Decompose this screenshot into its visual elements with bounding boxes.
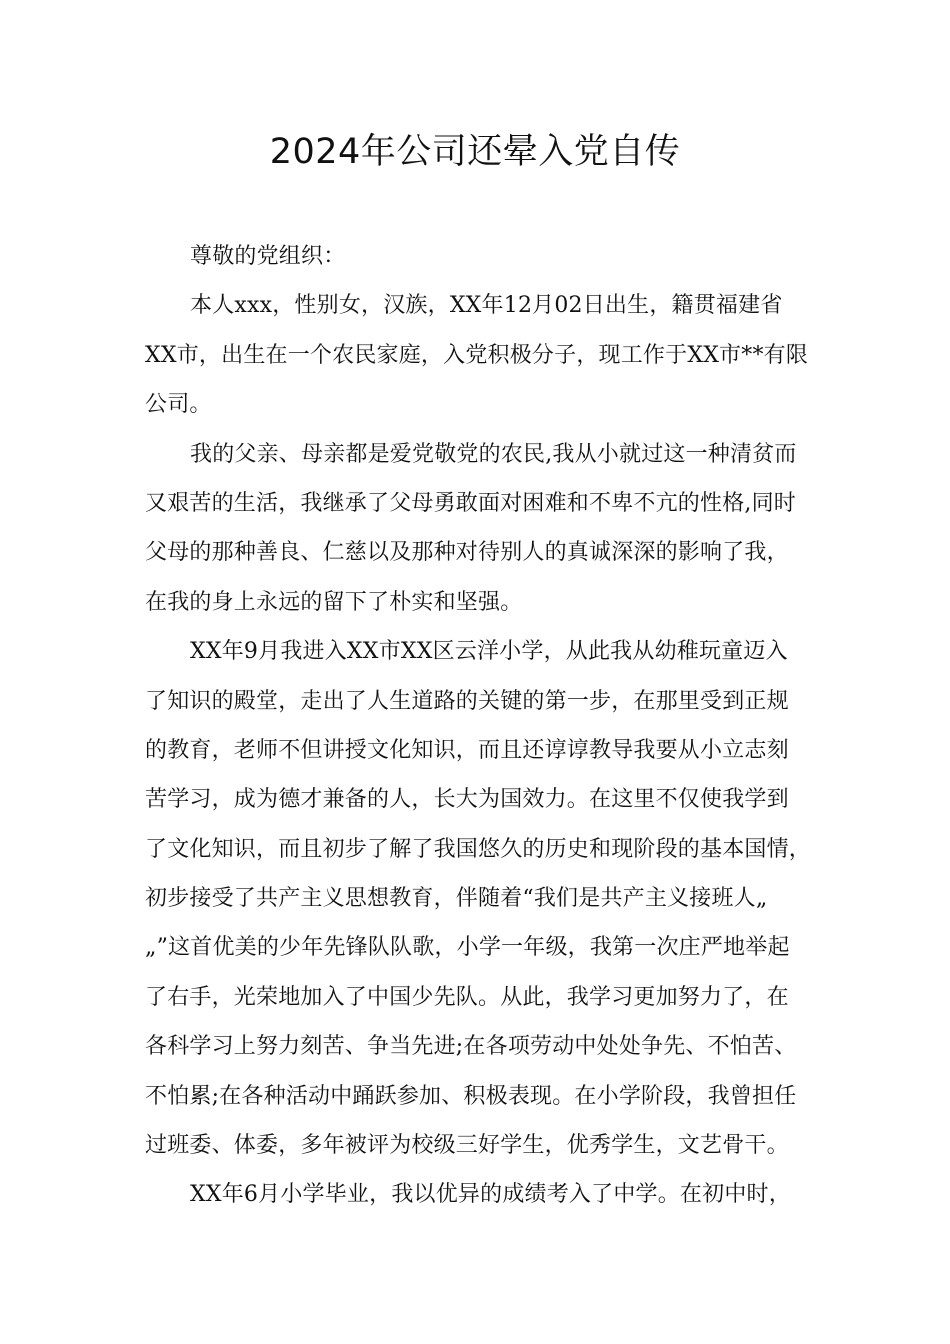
body-line: 尊敬的党组织： xyxy=(190,244,346,269)
body-line: 初步接受了共产主义思想教育，伴随着“我们是共产主义接班人„ xyxy=(145,886,768,912)
body-line: 父母的那种善良、仁慈以及那种对待别人的真诚深深的影响了我， xyxy=(145,540,789,566)
body-line: 的教育，老师不但讲授文化知识，而且还谆谆教导我要从小立志刻 xyxy=(145,737,789,763)
body-line: 了文化知识，而且初步了解了我国悠久的历史和现阶段的基本国情， xyxy=(145,836,812,862)
body-line: XX年6月小学毕业，我以优异的成绩考入了中学。在初中时， xyxy=(190,1182,791,1208)
document-title: 2024年公司还晕入党自传 xyxy=(269,132,681,172)
body-line: 本人xxx，性别女，汉族，XX年12月02日出生，籍贯福建省 xyxy=(190,293,783,319)
body-line: 不怕累;在各种活动中踊跃参加、积极表现。在小学阶段，我曾担任 xyxy=(145,1083,797,1109)
body-line: XX年9月我进入XX市XX区云洋小学，从此我从幼稚玩童迈入 xyxy=(190,639,788,665)
body-line: 公司。 xyxy=(145,392,212,418)
document-body xyxy=(145,232,827,1220)
body-line: 过班委、体委，多年被评为校级三好学生，优秀学生，文艺骨干。 xyxy=(145,1133,789,1159)
body-line: 各科学习上努力刻苦、争当先进;在各项劳动中处处争先、不怕苦、 xyxy=(145,1034,797,1060)
body-line: „”这首优美的少年先锋队队歌，小学一年级，我第一次庄严地举起 xyxy=(145,935,790,961)
body-line: 了知识的殿堂，走出了人生道路的关键的第一步，在那里受到正规 xyxy=(145,688,789,714)
body-line: XX市，出生在一个农民家庭，入党积极分子，现工作于XX市**有限 xyxy=(145,342,809,368)
body-line: 又艰苦的生活，我继承了父母勇敢面对困难和不卑不亢的性格,同时 xyxy=(145,490,796,516)
body-line: 了右手，光荣地加入了中国少先队。从此，我学习更加努力了，在 xyxy=(145,984,789,1010)
body-line: 我的父亲、母亲都是爱党敬党的农民,我从小就过这一种清贫而 xyxy=(190,441,797,467)
body-line: 苦学习，成为德才兼备的人，长大为国效力。在这里不仅使我学到 xyxy=(145,787,789,813)
body-line: 在我的身上永远的留下了朴实和坚强。 xyxy=(145,589,523,615)
